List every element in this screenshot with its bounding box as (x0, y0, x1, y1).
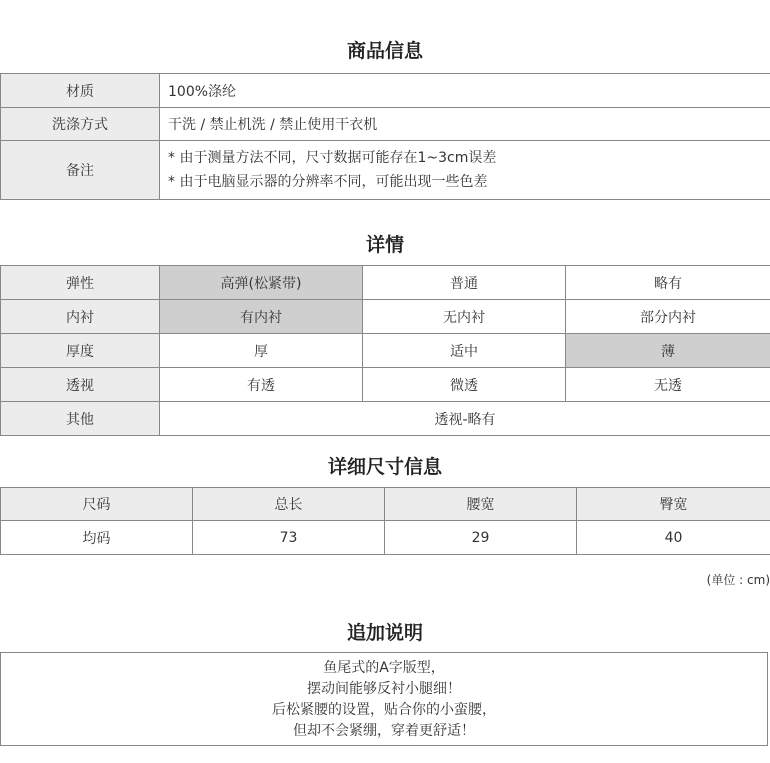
size-header: 尺码 (1, 488, 193, 521)
option-cell: 部分内衬 (566, 300, 770, 334)
option-cell: 适中 (363, 334, 566, 368)
lining-label: 内衬 (1, 300, 160, 334)
extra-title: 追加说明 (346, 622, 423, 644)
table-row (1, 74, 770, 108)
note-label: 备注 (1, 141, 160, 200)
description-line: 鱼尾式的A字版型， (323, 660, 445, 676)
length-cell: 73 (193, 521, 385, 555)
size-cell: 均码 (1, 521, 193, 555)
table-row (1, 141, 770, 200)
transparency-label: 透视 (1, 368, 160, 402)
unit-note: (单位 : cm) (706, 573, 770, 587)
option-cell: 有透 (160, 368, 363, 402)
option-cell: 略有 (566, 266, 770, 300)
table-row (1, 266, 770, 300)
table-row (1, 334, 770, 368)
description-line: 摆动间能够反衬小腿细！ (307, 681, 461, 697)
table-row (1, 368, 770, 402)
hip-header: 臀宽 (577, 488, 770, 521)
table-row (1, 300, 770, 334)
option-cell: 微透 (363, 368, 566, 402)
wash-method-label: 洗涤方式 (1, 108, 160, 141)
material-label: 材质 (1, 74, 160, 108)
note-line: * 由于电脑显示器的分辨率不同，可能出现一些色差 (168, 174, 488, 190)
note-line: * 由于测量方法不同，尺寸数据可能存在1~3cm误差 (168, 150, 497, 166)
table-row (1, 488, 770, 521)
option-cell: 普通 (363, 266, 566, 300)
option-cell: 无透 (566, 368, 770, 402)
details-table (0, 265, 770, 436)
extra-description (0, 652, 768, 746)
length-header: 总长 (193, 488, 385, 521)
description-line: 后松紧腰的设置，贴合你的小蛮腰， (272, 702, 496, 718)
option-cell: 无内衬 (363, 300, 566, 334)
other-value: 透视-略有 (160, 402, 770, 436)
option-cell: 高弹(松紧带) (160, 266, 363, 300)
product-info-title: 商品信息 (346, 40, 423, 62)
option-cell: 薄 (566, 334, 770, 368)
other-label: 其他 (1, 402, 160, 436)
thickness-label: 厚度 (1, 334, 160, 368)
material-value: 100%涤纶 (160, 74, 770, 108)
waist-cell: 29 (385, 521, 577, 555)
table-row (1, 402, 770, 436)
option-cell: 厚 (160, 334, 363, 368)
product-info-table (0, 73, 770, 200)
description-line: 但却不会紧绷，穿着更舒适！ (293, 723, 475, 739)
table-row (1, 108, 770, 141)
elasticity-label: 弹性 (1, 266, 160, 300)
note-value (160, 141, 770, 200)
details-title: 详情 (365, 234, 404, 256)
size-info-title: 详细尺寸信息 (327, 456, 442, 478)
size-table (0, 487, 770, 555)
wash-method-value: 干洗 / 禁止机洗 / 禁止使用干衣机 (160, 108, 770, 141)
hip-cell: 40 (577, 521, 770, 555)
waist-header: 腰宽 (385, 488, 577, 521)
table-row (1, 521, 770, 555)
option-cell: 有内衬 (160, 300, 363, 334)
